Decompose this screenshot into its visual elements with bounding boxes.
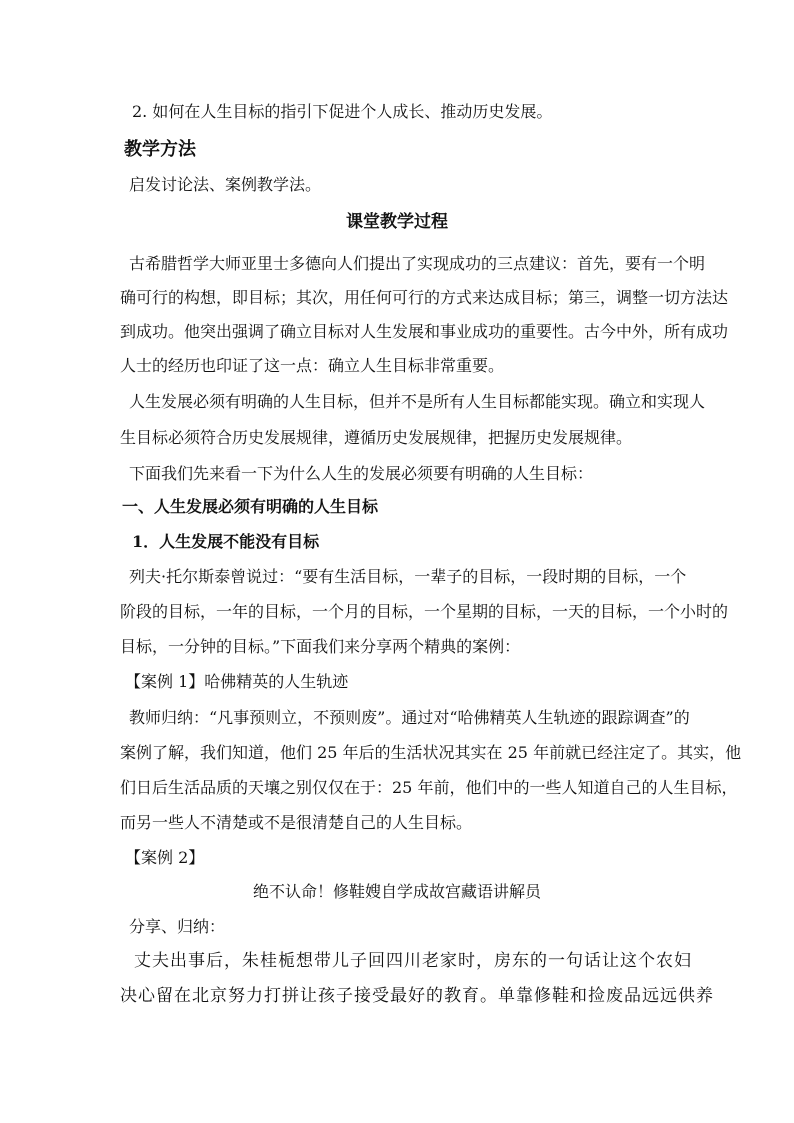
case2-label: 【案例 2】 — [125, 848, 205, 867]
section1-heading: 一、人生发展必须有明确的人生目标 — [122, 497, 379, 516]
subsection1-heading: 1．人生发展不能没有目标 — [132, 532, 320, 551]
para1-line1: 古希腊哲学大师亚里士多德向人们提出了实现成功的三点建议：首先，要有一个明 — [129, 254, 706, 273]
para4-line2: 阶段的目标，一年的目标，一个月的目标，一个星期的目标，一天的目标，一个小时的 — [120, 602, 729, 621]
para4-line3: 目标，一分钟的目标。”下面我们来分享两个精典的案例： — [120, 637, 521, 656]
case2-title: 绝不认命！修鞋嫂自学成故宫藏语讲解员 — [252, 882, 541, 901]
para2-line2: 生目标必须符合历史发展规律，遵循历史发展规律，把握历史发展规律。 — [120, 428, 633, 447]
teaching-method-text: 启发讨论法、案例教学法。 — [129, 175, 322, 194]
para5-line4: 而另一些人不清楚或不是很清楚自己的人生目标。 — [120, 813, 473, 832]
para6-line1: 丈夫出事后，朱桂栀想带儿子回四川老家时，房东的一句话让这个农妇 — [134, 951, 692, 971]
para2-line1: 人生发展必须有明确的人生目标，但并不是所有人生目标都能实现。确立和实现人 — [129, 392, 706, 411]
share-label: 分享、归纳： — [129, 917, 226, 936]
para4-line1: 列夫·托尔斯泰曾说过：“要有生活目标，一辈子的目标，一段时期的目标，一个 — [129, 567, 687, 586]
para1-line3: 到成功。他突出强调了确立目标对人生发展和事业成功的重要性。古今中外，所有成功 — [120, 322, 729, 341]
process-title: 课堂教学过程 — [346, 212, 448, 232]
para1-line4: 人士的经历也印证了这一点：确立人生目标非常重要。 — [120, 356, 505, 375]
para5-line2: 案例了解，我们知道，他们 25 年后的生活状况其实在 25 年前就已经注定了。其实，他 — [120, 743, 742, 762]
objective-2: 2. 如何在人生目标的指引下促进个人成长、推动历史发展。 — [132, 102, 553, 121]
para3: 下面我们先来看一下为什么人生的发展必须要有明确的人生目标： — [129, 464, 594, 483]
para6-line2: 决心留在北京努力打拼让孩子接受最好的教育。单靠修鞋和捡废品远远供养 — [120, 986, 714, 1006]
teaching-method-heading: 教学方法 — [124, 139, 196, 160]
para1-line2: 确可行的构想，即目标；其次，用任何可行的方式来达成目标；第三，调整一切方法达 — [120, 288, 729, 307]
case1-label: 【案例 1】哈佛精英的人生轨迹 — [125, 672, 349, 691]
para5-line3: 们日后生活品质的天壤之别仅仅在于：25 年前，他们中的一些人知道自己的人生目标， — [120, 778, 738, 797]
para5-line1: 教师归纳：“凡事预则立，不预则废”。通过对“哈佛精英人生轨迹的跟踪调查”的 — [129, 708, 690, 727]
